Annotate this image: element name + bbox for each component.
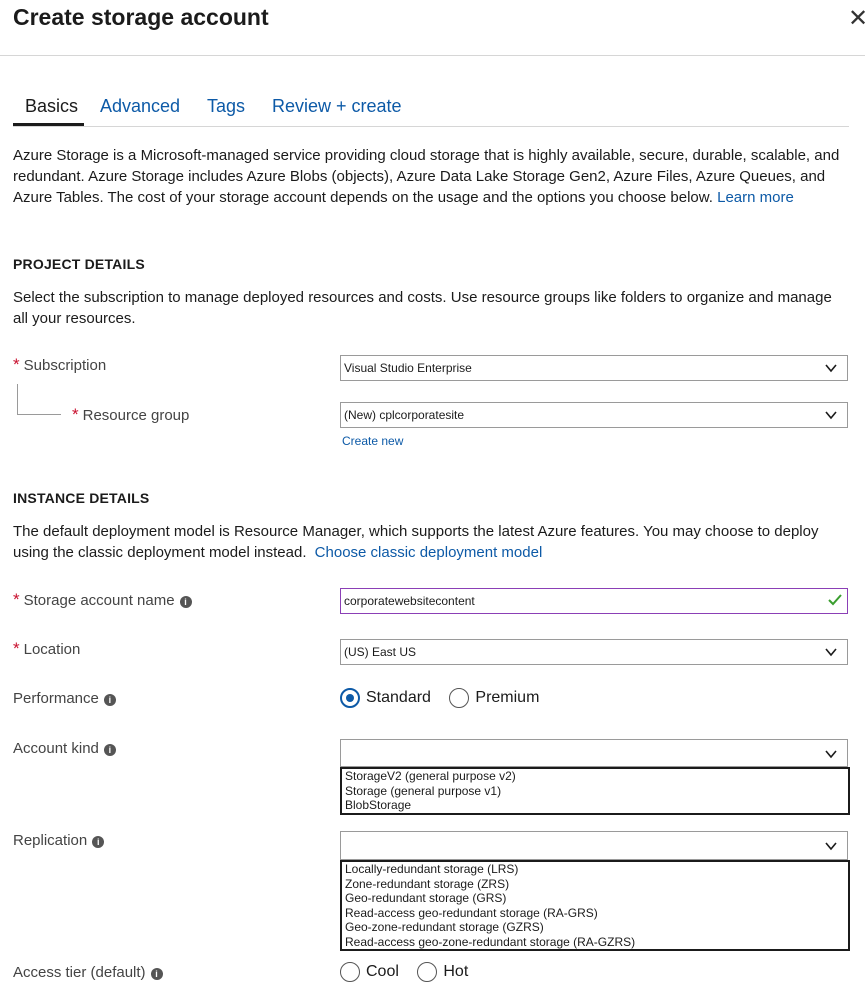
required-asterisk: * <box>13 590 20 609</box>
intro-text <box>13 145 849 208</box>
radio-button[interactable] <box>417 962 437 982</box>
performance-standard-label: Standard <box>366 689 431 706</box>
performance-radio-group <box>340 688 539 708</box>
account-kind-option[interactable]: BlobStorage <box>345 798 412 812</box>
info-icon[interactable]: i <box>104 744 116 756</box>
replication-option[interactable]: Read-access geo-redundant storage (RA-GRS) <box>345 905 598 920</box>
tree-connector-vertical <box>17 384 18 414</box>
location-label-text: Location <box>23 641 81 658</box>
chevron-down-icon <box>824 361 838 375</box>
subscription-label-text: Subscription <box>23 357 107 374</box>
page-title: Create storage account <box>13 4 269 30</box>
performance-label <box>13 690 116 707</box>
subscription-label <box>13 355 106 375</box>
access-tier-cool-label: Cool <box>366 963 399 980</box>
header-divider <box>0 55 865 56</box>
tab-review-create[interactable]: Review + create <box>272 96 402 116</box>
access-tier-radio-group <box>340 962 468 982</box>
resource-group-dropdown[interactable] <box>340 402 848 428</box>
required-asterisk: * <box>13 639 20 658</box>
chevron-down-icon <box>824 839 838 853</box>
performance-premium-label: Premium <box>475 689 540 706</box>
account-kind-label <box>13 740 116 757</box>
replication-option[interactable]: Read-access geo-zone-redundant storage (RA-GZRS) <box>345 934 636 949</box>
learn-more-link[interactable]: Learn more <box>717 189 794 206</box>
location-dropdown[interactable] <box>340 639 848 665</box>
performance-premium-option[interactable] <box>449 689 539 706</box>
access-tier-label-text: Access tier (default) <box>13 964 146 981</box>
access-tier-hot-option[interactable] <box>417 963 468 980</box>
info-icon[interactable]: i <box>151 968 163 980</box>
info-icon[interactable]: i <box>104 694 116 706</box>
subscription-value: Visual Studio Enterprise <box>344 361 472 375</box>
access-tier-hot-label: Hot <box>443 963 469 980</box>
active-tab-indicator <box>13 123 84 126</box>
storage-account-name-value: corporatewebsitecontent <box>344 594 475 608</box>
create-new-link[interactable]: Create new <box>342 434 404 448</box>
classic-deployment-link[interactable]: Choose classic deployment model <box>314 544 543 561</box>
chevron-down-icon <box>824 747 838 761</box>
required-asterisk: * <box>72 405 79 424</box>
performance-label-text: Performance <box>13 690 99 707</box>
instance-details-heading: INSTANCE DETAILS <box>13 490 150 506</box>
account-kind-option[interactable]: StorageV2 (general purpose v2) <box>345 769 516 783</box>
storage-account-name-label <box>13 590 192 610</box>
tab-tags[interactable]: Tags <box>207 96 246 116</box>
replication-label-text: Replication <box>13 832 88 849</box>
storage-account-name-label-text: Storage account name <box>23 592 175 609</box>
access-tier-label <box>13 964 163 981</box>
replication-dropdown[interactable] <box>340 831 848 860</box>
chevron-down-icon <box>824 645 838 659</box>
tab-strip-divider <box>13 126 849 127</box>
chevron-down-icon <box>824 408 838 422</box>
replication-label <box>13 832 104 849</box>
project-details-description: Select the subscription to manage deployed resources and costs. Use resource groups like folders to organize and manage all your resources. <box>13 289 832 327</box>
info-icon[interactable]: i <box>180 596 192 608</box>
info-icon[interactable]: i <box>92 836 104 848</box>
location-value: (US) East US <box>344 645 417 659</box>
intro-description: Azure Storage is a Microsoft-managed service providing cloud storage that is highly available, secure, durable, scalable, and redundant. Azure Storage includes Azure Blobs (objects), Azure Data Lake Storage Gen2, Azure Files, Azure Queues, and Azure Tables. The cost of your storage account depends on the usage and the options you choose below. <box>13 147 840 206</box>
replication-option[interactable]: Geo-zone-redundant storage (GZRS) <box>345 920 544 934</box>
account-kind-options-list <box>340 767 850 815</box>
tab-advanced[interactable]: Advanced <box>100 96 181 116</box>
replication-options-list <box>340 860 850 951</box>
radio-button[interactable] <box>340 962 360 982</box>
project-details-heading: PROJECT DETAILS <box>13 256 145 272</box>
instance-details-text <box>13 521 849 563</box>
radio-button-selected[interactable] <box>340 688 360 708</box>
checkmark-icon <box>827 592 843 608</box>
access-tier-cool-option[interactable] <box>340 963 403 980</box>
tree-connector-horizontal <box>17 414 61 415</box>
replication-option[interactable]: Locally-redundant storage (LRS) <box>345 862 519 876</box>
location-label <box>13 639 80 659</box>
account-kind-dropdown[interactable] <box>340 739 848 767</box>
account-kind-option[interactable]: Storage (general purpose v1) <box>345 783 502 798</box>
resource-group-label-text: Resource group <box>82 407 190 424</box>
radio-button[interactable] <box>449 688 469 708</box>
subscription-dropdown[interactable] <box>340 355 848 381</box>
account-kind-label-text: Account kind <box>13 740 99 757</box>
replication-option[interactable]: Zone-redundant storage (ZRS) <box>345 876 510 891</box>
instance-description: The default deployment model is Resource Manager, which supports the latest Azure features. You may choose to deploy using the classic deployment model instead. <box>13 523 819 561</box>
resource-group-label <box>72 405 189 425</box>
tab-basics[interactable]: Basics <box>25 96 79 116</box>
resource-group-value: (New) cplcorporatesite <box>344 408 465 422</box>
replication-option[interactable]: Geo-redundant storage (GRS) <box>345 891 507 905</box>
close-icon[interactable]: ✕ <box>848 5 868 32</box>
performance-standard-option[interactable] <box>340 689 435 706</box>
required-asterisk: * <box>13 355 20 374</box>
storage-account-name-input[interactable] <box>340 588 848 614</box>
